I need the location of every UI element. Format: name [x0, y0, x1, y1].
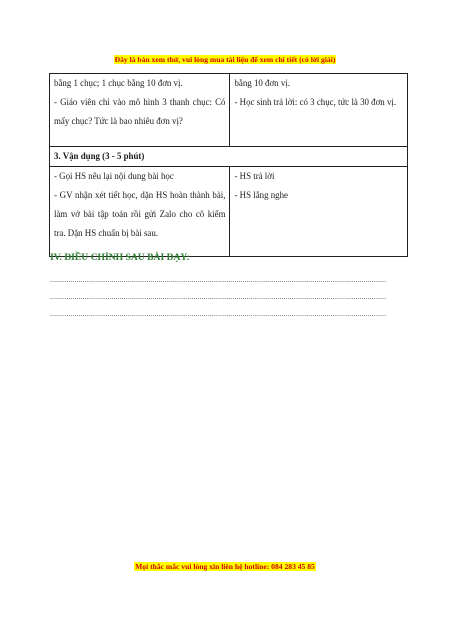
- hotline-banner: [0, 562, 450, 571]
- teacher-line: - Gọi HS nêu lại nội dung bài học: [54, 171, 174, 181]
- lesson-table: [49, 73, 408, 257]
- table-row: [50, 74, 408, 147]
- section-3-heading: 3. Vận dụng (3 - 5 phút): [50, 147, 408, 167]
- student-line: bằng 10 đơn vị.: [234, 78, 290, 88]
- student-line: - HS lắng nghe: [234, 190, 288, 200]
- hotline-text: Mọi thắc mắc vui lòng xin liên hệ hotline: 084 283 45 85: [135, 562, 315, 571]
- teacher-activity-cell: [50, 167, 230, 257]
- section-row: [50, 147, 408, 167]
- teacher-activity-cell: [50, 74, 230, 147]
- dotted-line: ....................................................................................................................................................................: [50, 293, 387, 301]
- teacher-line: bằng 1 chục; 1 chục bằng 10 đơn vị.: [54, 78, 183, 88]
- student-line: - HS trả lời: [234, 171, 275, 181]
- student-line: - Học sinh trả lời: có 3 chục, tức là 30 đơn vị.: [234, 97, 397, 107]
- student-activity-cell: [230, 167, 408, 257]
- student-activity-cell: [230, 74, 408, 147]
- table-row: [50, 167, 408, 257]
- preview-banner: [0, 55, 450, 64]
- section-4-heading: IV. ĐIỀU CHỈNH SAU BÀI DẠY:: [50, 252, 190, 263]
- dotted-line: ....................................................................................................................................................................: [50, 310, 387, 318]
- teacher-line: - GV nhận xét tiết học, dặn HS hoàn thành bài, làm vở bài tập toán rồi gửi Zalo cho cô kiểm tra. Dặn HS chuẩn bị bài sau.: [54, 190, 226, 238]
- dotted-line: ....................................................................................................................................................................: [50, 276, 387, 284]
- preview-banner-text: Đây là bản xem thử, vui lòng mua tài liệu để xem chi tiết (có lời giải): [114, 55, 336, 64]
- teacher-line: - Giáo viên chỉ vào mô hình 3 thanh chục: Có mấy chục? Tức là bao nhiêu đơn vị?: [54, 97, 226, 126]
